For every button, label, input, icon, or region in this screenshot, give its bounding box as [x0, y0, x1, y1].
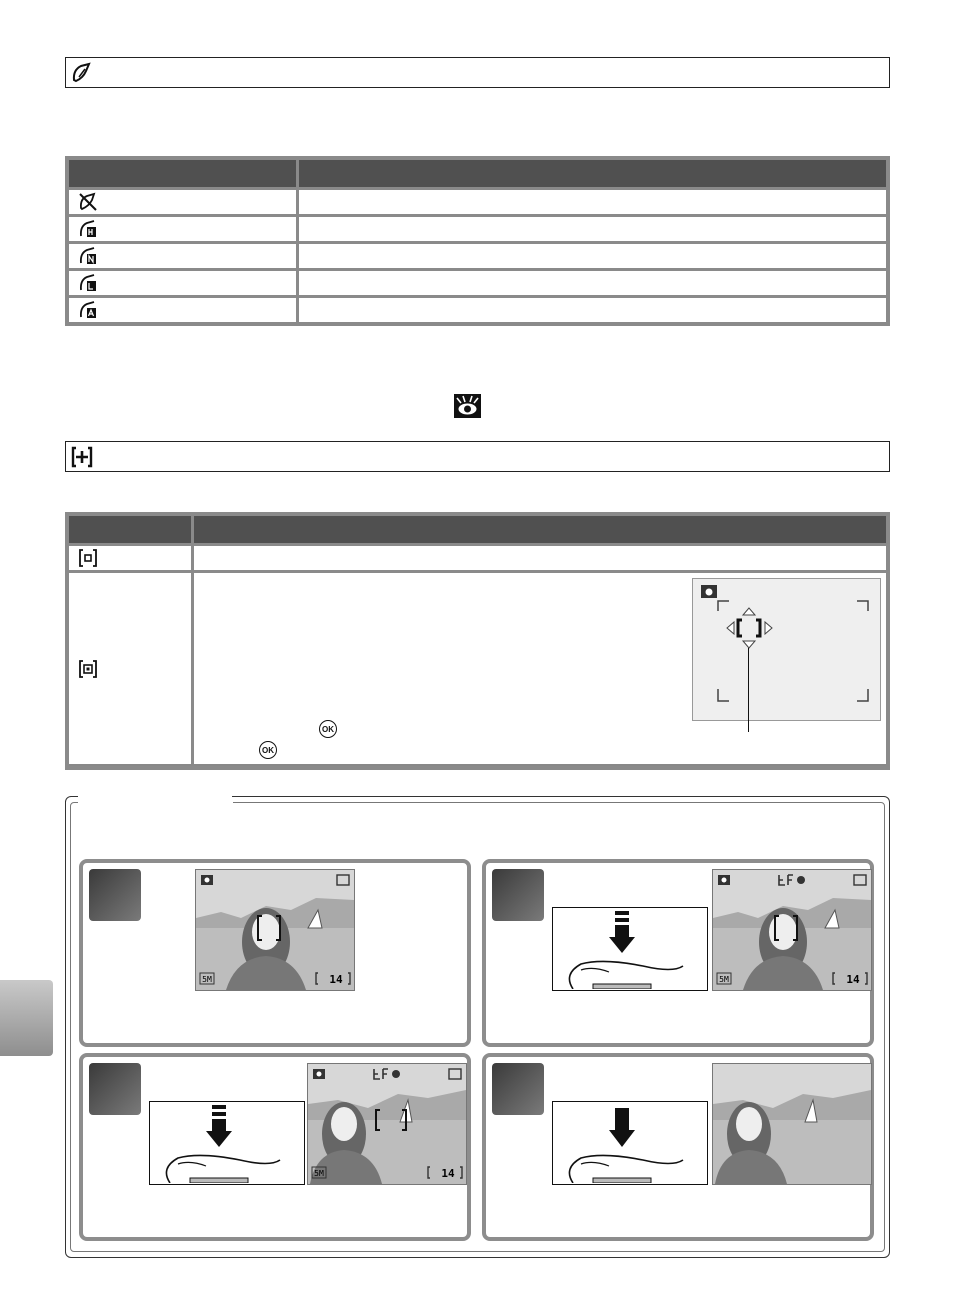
svg-text:5M: 5M: [719, 975, 729, 984]
monitor-photo-portrait: [195, 869, 355, 991]
table-row: [69, 543, 886, 570]
monitor-photo-recomposed: [307, 1063, 467, 1185]
header-option: [69, 160, 299, 187]
description-cell: [299, 244, 886, 268]
step-panel-1: [79, 859, 471, 1047]
svg-text:14: 14: [846, 973, 860, 986]
ok-button-icon: OK: [259, 741, 277, 759]
table-row: [69, 187, 886, 214]
ok-button-icon: OK: [319, 720, 337, 738]
section-heading-af-area-mode: [65, 441, 890, 472]
table-row: [69, 241, 886, 268]
sharpening-off-icon: [77, 192, 99, 212]
svg-text:14: 14: [329, 973, 343, 986]
shutter-half-press-illustration: [552, 907, 708, 991]
af-area-mode-icon: [70, 445, 94, 469]
captured-photo: [712, 1063, 872, 1185]
step-number-box: [89, 1063, 141, 1115]
section-heading-sharpening: [65, 57, 890, 88]
table-row: [69, 268, 886, 295]
table-header: [69, 516, 886, 543]
af-area-manual-icon: [77, 659, 99, 679]
shutter-full-press-illustration: [552, 1101, 708, 1185]
shutter-half-press-illustration: [149, 1101, 305, 1185]
header-description: [299, 160, 886, 187]
table-row: [69, 214, 886, 241]
header-description: [194, 516, 886, 543]
box-heading-gap: [78, 790, 233, 806]
sharpening-auto-icon: [77, 300, 99, 320]
sharpening-low-icon: [77, 273, 99, 293]
step-panel-4: [482, 1053, 874, 1241]
table-header: [69, 160, 886, 187]
see-also-eye-icon: [454, 394, 481, 418]
step-panel-3: [79, 1053, 471, 1241]
monitor-photo-focus-locked: [712, 869, 872, 991]
chapter-thumb-tab: [0, 980, 53, 1056]
sharpening-icon: [70, 61, 94, 85]
description-cell: [299, 271, 886, 295]
svg-text:5M: 5M: [202, 975, 212, 984]
description-cell: [299, 217, 886, 241]
step-number-box: [89, 869, 141, 921]
camera-mode-icon: [701, 585, 717, 598]
table-row: [69, 295, 886, 322]
description-cell: [299, 298, 886, 322]
step-number-box: [492, 1063, 544, 1115]
sharpening-high-icon: [77, 219, 99, 239]
callout-line: [748, 648, 749, 732]
focus-area-monitor-illustration: [692, 578, 881, 721]
sharpening-normal-icon: [77, 246, 99, 266]
sharpening-options-table: [65, 156, 890, 326]
svg-text:5M: 5M: [314, 1169, 324, 1178]
header-option: [69, 516, 194, 543]
step-number-box: [492, 869, 544, 921]
af-area-center-icon: [77, 548, 99, 568]
description-cell: [299, 190, 886, 214]
svg-text:14: 14: [441, 1167, 455, 1180]
description-cell: [194, 546, 886, 570]
step-panel-2: [482, 859, 874, 1047]
